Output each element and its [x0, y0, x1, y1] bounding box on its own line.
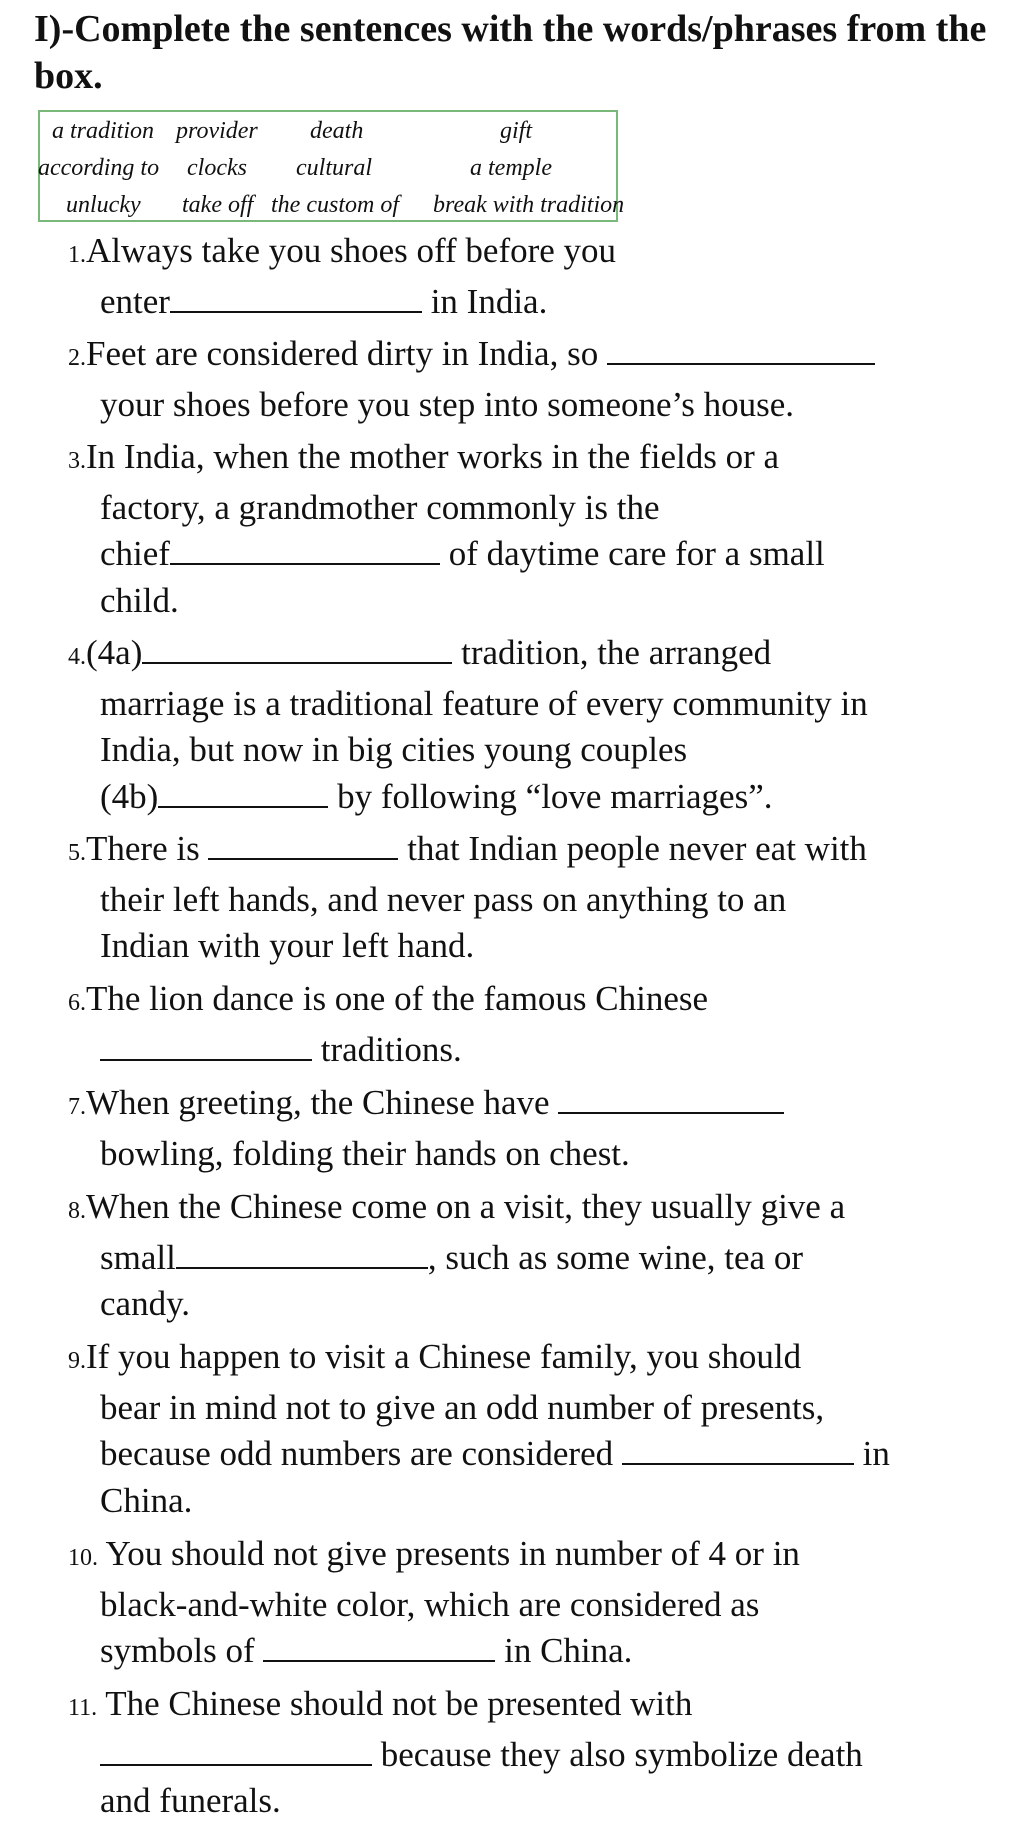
answer-blank[interactable]: [170, 533, 440, 565]
question-2: [68, 331, 980, 428]
question-text: , such as some wine, tea or: [427, 1237, 804, 1277]
question-text: that Indian people never eat with: [407, 829, 867, 868]
word-option: break with tradition: [433, 192, 625, 218]
word-box: [38, 110, 625, 222]
question-text: small: [100, 1237, 176, 1277]
question-text: bear in mind not to give an odd number of presents,: [100, 1387, 825, 1427]
word-option: death: [310, 118, 364, 144]
question-6: [68, 976, 980, 1073]
question-text: bowling, folding their hands on chest.: [100, 1133, 630, 1173]
question-text: chief: [100, 534, 170, 573]
question-7: [68, 1080, 980, 1177]
question-number: 6.: [68, 990, 86, 1016]
question-text: child.: [100, 580, 179, 620]
question-10: [68, 1531, 980, 1675]
word-option: the custom of: [271, 192, 399, 218]
question-11: [68, 1681, 980, 1825]
question-text: India, but now in big cities young couples: [100, 730, 688, 769]
question-number: 5.: [68, 840, 86, 866]
answer-blank[interactable]: [158, 776, 328, 808]
question-number: 3.: [68, 448, 86, 474]
question-number: 4.: [68, 644, 86, 670]
question-8: [68, 1184, 980, 1328]
question-text: of daytime care for a small: [448, 534, 825, 573]
question-text: in: [862, 1434, 890, 1473]
question-text: (4a): [86, 633, 143, 672]
answer-blank[interactable]: [142, 632, 452, 664]
question-text: symbols of: [100, 1631, 255, 1670]
question-text: enter: [100, 281, 170, 321]
question-text: because odd numbers are considered: [100, 1434, 614, 1473]
question-1: [68, 228, 980, 325]
instruction-heading: I)-Complete the sentences with the words/phrases from the box.: [34, 8, 987, 97]
question-text: When greeting, the Chinese have: [86, 1083, 550, 1122]
word-option: a temple: [470, 155, 552, 181]
question-text: by following “love marriages”.: [337, 776, 773, 816]
question-4: [68, 630, 980, 820]
question-text: their left hands, and never pass on anything to an: [100, 879, 787, 919]
question-text: in China.: [504, 1631, 633, 1670]
answer-blank[interactable]: [100, 1734, 372, 1766]
question-number: 7.: [68, 1094, 86, 1120]
question-5: [68, 826, 980, 970]
question-text: traditions.: [320, 1029, 462, 1069]
answer-blank[interactable]: [263, 1630, 495, 1662]
answer-blank[interactable]: [176, 1237, 428, 1269]
question-number: 1.: [68, 242, 86, 268]
answer-blank[interactable]: [558, 1082, 784, 1114]
question-text: China.: [100, 1480, 193, 1520]
question-number: 11.: [68, 1695, 98, 1721]
question-text: and funerals.: [100, 1781, 281, 1820]
answer-blank[interactable]: [100, 1029, 312, 1061]
word-option: take off: [182, 192, 254, 218]
word-option: gift: [500, 118, 533, 144]
question-text: Feet are considered dirty in India, so: [86, 334, 599, 373]
question-text: black-and-white color, which are considered as: [100, 1584, 760, 1624]
answer-blank[interactable]: [622, 1433, 854, 1465]
question-text: Indian with your left hand.: [100, 926, 475, 965]
question-text: in India.: [430, 281, 548, 321]
answer-blank[interactable]: [208, 828, 398, 860]
question-text: If you happen to visit a Chinese family, you should: [86, 1337, 802, 1376]
question-text: candy.: [100, 1284, 191, 1323]
question-text: marriage is a traditional feature of every community in: [100, 683, 868, 723]
question-text: Always take you shoes off before you: [86, 231, 617, 270]
answer-blank[interactable]: [170, 281, 422, 313]
question-3: [68, 434, 980, 624]
question-number: 9.: [68, 1348, 86, 1374]
word-option: unlucky: [66, 192, 141, 218]
question-text: When the Chinese come on a visit, they usually give a: [86, 1187, 846, 1226]
question-text: because they also symbolize death: [380, 1734, 863, 1774]
question-text: The Chinese should not be presented with: [105, 1684, 693, 1723]
word-option: according to: [38, 155, 160, 181]
question-number: 10.: [68, 1545, 98, 1571]
answer-blank[interactable]: [607, 333, 875, 365]
question-text: There is: [86, 829, 200, 868]
question-text: In India, when the mother works in the fields or a: [86, 437, 780, 476]
word-option: provider: [176, 118, 258, 144]
question-text: The lion dance is one of the famous Chinese: [86, 979, 709, 1018]
question-text: You should not give presents in number of 4 or in: [105, 1534, 800, 1573]
question-text: tradition, the arranged: [461, 633, 772, 672]
question-number: 2.: [68, 345, 86, 371]
question-9: [68, 1334, 980, 1524]
question-text: (4b): [100, 776, 159, 816]
word-option: clocks: [187, 155, 247, 181]
question-text: factory, a grandmother commonly is the: [100, 487, 660, 527]
word-option: cultural: [296, 155, 372, 181]
question-text: your shoes before you step into someone’s house.: [100, 384, 795, 424]
question-number: 8.: [68, 1198, 86, 1224]
word-option: a tradition: [52, 118, 155, 144]
